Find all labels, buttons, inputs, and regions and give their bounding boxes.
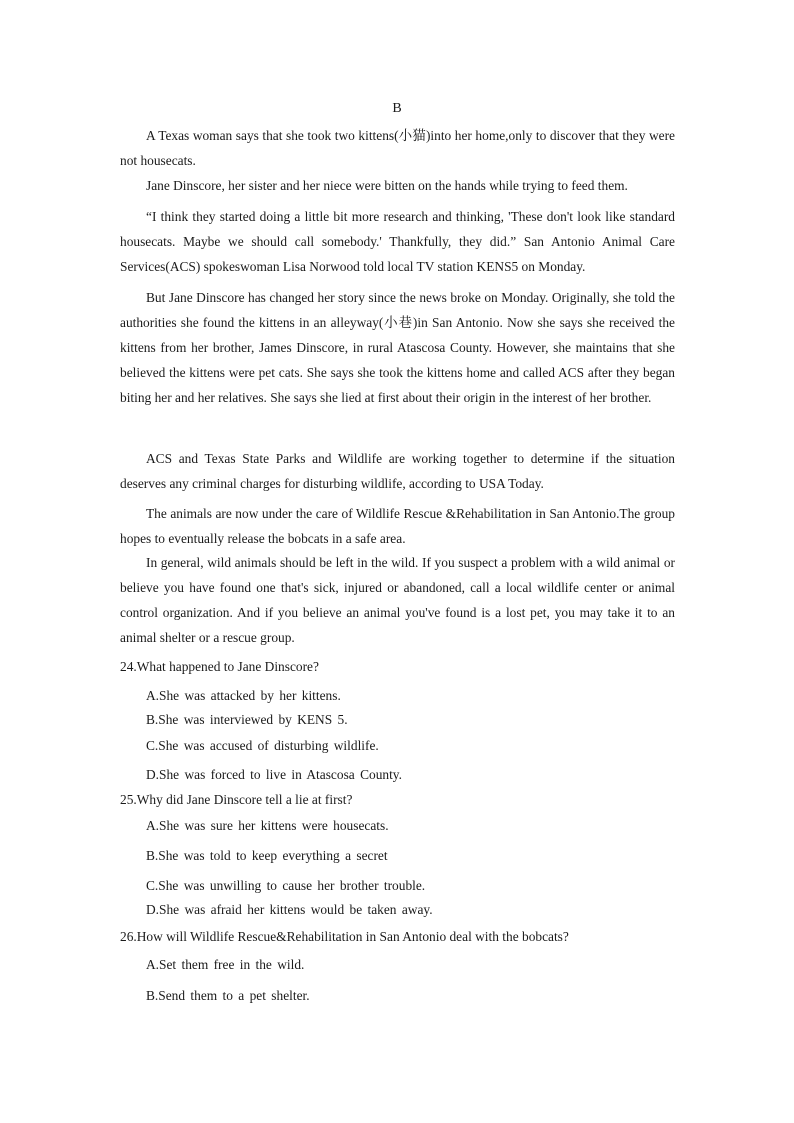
section-heading: B: [392, 101, 402, 116]
passage-paragraph-1: A Texas woman says that she took two kittens(小猫)into her home,only to discover that they were not housecats.: [120, 128, 675, 168]
question-24-option-a: A.She was attacked by her kittens.: [146, 688, 341, 703]
question-25-option-c: C.She was unwilling to cause her brother trouble.: [146, 878, 426, 893]
question-26-option-b: B.Send them to a pet shelter.: [146, 988, 310, 1003]
passage-paragraph-7: In general, wild animals should be left in the wild. If you suspect a problem with a wild animal or believe you have found one that's sick, injured or abandoned, call a local wildlife center or animal control organization. And if you believe an animal you've found is a lost pet, you may take it to an animal shelter or a rescue group.: [120, 555, 675, 645]
question-25-option-b: B.She was told to keep everything a secret: [146, 848, 388, 863]
passage-paragraph-6: The animals are now under the care of Wildlife Rescue &Rehabilitation in San Antonio.The group hopes to eventually release the bobcats in a safe area.: [120, 506, 675, 546]
question-26-option-a: A.Set them free in the wild.: [146, 957, 305, 972]
question-24-option-d: D.She was forced to live in Atascosa County.: [146, 767, 402, 782]
passage-paragraph-2: Jane Dinscore, her sister and her niece were bitten on the hands while trying to feed them.: [146, 178, 628, 193]
question-26-stem: 26.How will Wildlife Rescue&Rehabilitation in San Antonio deal with the bobcats?: [120, 929, 569, 944]
question-24-stem: 24.What happened to Jane Dinscore?: [120, 659, 319, 674]
question-25-option-d: D.She was afraid her kittens would be taken away.: [146, 902, 433, 917]
passage-paragraph-3: “I think they started doing a little bit more research and thinking, 'These don't look like standard housecats. Maybe we should call somebody.' Thankfully, they did.” San Antonio Animal Care Services(ACS) spokeswoman Lisa Norwood told local TV station KENS5 on Monday.: [120, 209, 675, 274]
question-25-stem: 25.Why did Jane Dinscore tell a lie at first?: [120, 792, 353, 807]
question-25-option-a: A.She was sure her kittens were housecats.: [146, 818, 389, 833]
passage-paragraph-5: ACS and Texas State Parks and Wildlife are working together to determine if the situation deserves any criminal charges for disturbing wildlife, according to USA Today.: [120, 451, 675, 491]
passage-paragraph-4: But Jane Dinscore has changed her story since the news broke on Monday. Originally, she told the authorities she found the kittens in an alleyway(小巷)in San Antonio. Now she says she received the kittens from her brother, James Dinscore, in rural Atascosa County. However, she maintains that she believed the kittens were pet cats. She says she took the kittens home and called ACS after they began biting her and her relatives. She says she lied at first about their origin in the interest of her brother.: [120, 290, 675, 405]
question-24-option-b: B.She was interviewed by KENS 5.: [146, 712, 348, 727]
question-24-option-c: C.She was accused of disturbing wildlife.: [146, 738, 379, 753]
